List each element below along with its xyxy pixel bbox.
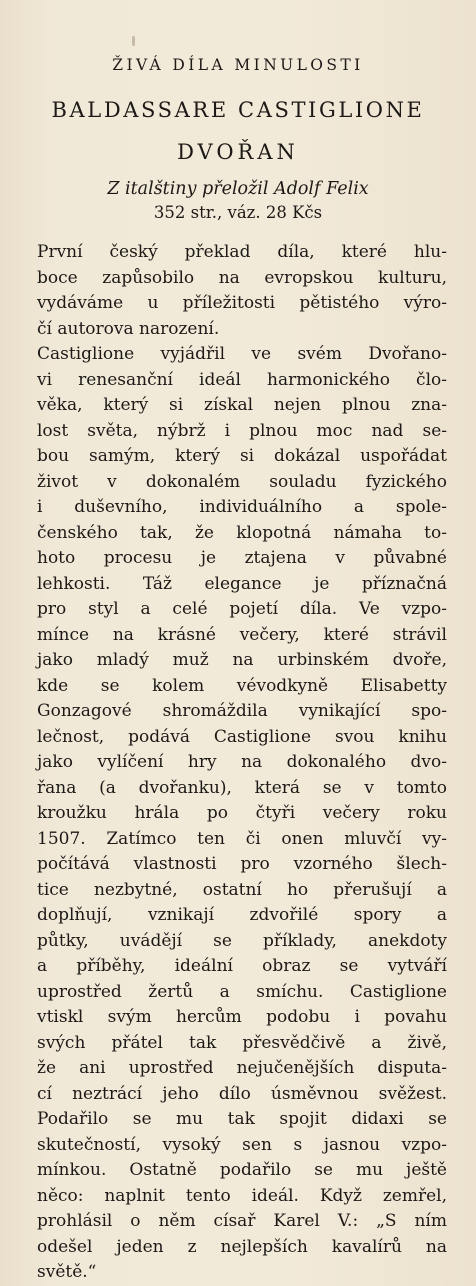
text-line: lečnost, podává Castiglione svou knihu	[37, 726, 447, 747]
text-line: čí autorova narození.	[37, 318, 220, 339]
text-line: vtiskl svým hercům podobu i povahu	[37, 1007, 447, 1027]
text-line: prohlásil o něm císař Karel V.: „S ním	[37, 1211, 447, 1231]
text-line: počítává vlastnosti pro vzorného šlech-	[37, 854, 447, 874]
text-line: 1507. Zatímco ten či onen mluvčí vy-	[37, 828, 447, 849]
text-line: že ani uprostřed nejučenějších disputa-	[37, 1058, 447, 1078]
text-line: čenského tak, že klopotná námaha to-	[37, 522, 447, 543]
text-line: půtky, uvádějí se příklady, anekdoty	[37, 930, 447, 951]
text-line: vydáváme u příležitosti pětistého výro-	[37, 293, 447, 313]
text-line: kde se kolem vévodkyně Elisabetty	[37, 675, 447, 696]
text-line: kroužku hrála po čtyři večery roku	[37, 803, 447, 823]
publication-info: 352 str., váz. 28 Kčs	[153, 203, 323, 222]
text-line: světě.“	[37, 1262, 97, 1282]
text-line: i duševního, individuálního a spole-	[37, 497, 447, 517]
text-line: Castiglione vyjádřil ve svém Dvořano-	[37, 344, 447, 364]
text-line: Gonzagové shromáždila vynikající spo-	[37, 701, 447, 721]
text-line: něco: naplnit tento ideál. Když zemřel,	[37, 1185, 447, 1206]
text-line: řana (a dvořanku), která se v tomto	[37, 777, 447, 798]
text-line: a příběhy, ideální obraz se vytváří	[37, 956, 447, 976]
text-line: cí neztrácí jeho dílo úsměvnou svěžest.	[37, 1083, 447, 1104]
text-line: mínkou. Ostatně podařilo se mu ještě	[37, 1160, 447, 1180]
text-line: odešel jeden z nejlepších kavalírů na	[37, 1236, 447, 1257]
text-line: jako vylíčení hry na dokonalého dvo-	[37, 752, 447, 772]
text-line: lehkosti. Táž elegance je příznačná	[37, 573, 447, 594]
text-line: boce zapůsobilo na evropskou kulturu,	[37, 267, 447, 288]
book-title: DVOŘAN	[177, 140, 299, 164]
text-line: tice nezbytné, ostatní ho přerušují a	[37, 879, 447, 900]
text-line: věka, který si získal nejen plnou zna-	[37, 395, 447, 415]
text-line: vi renesanční ideál harmonického člo-	[37, 369, 447, 390]
book-author: BALDASSARE CASTIGLIONE	[51, 98, 425, 122]
text-line: život v dokonalém souladu fyzického	[37, 471, 447, 492]
text-line: pro styl a celé pojetí díla. Ve vzpo-	[37, 599, 447, 619]
text-line: mínce na krásné večery, které strávil	[37, 624, 447, 645]
text-line: skutečností, vysoký sen s jasnou vzpo-	[37, 1134, 447, 1155]
text-line: bou samým, který si dokázal uspořádat	[37, 446, 447, 466]
print-speck	[132, 36, 135, 46]
text-line: hoto procesu je ztajena v půvabné	[37, 548, 447, 568]
text-line: uprostřed žertů a smíchu. Castiglione	[37, 981, 447, 1002]
text-line: lost světa, nýbrž i plnou moc nad se-	[37, 420, 447, 441]
text-line: svých přátel tak přesvědčivě a živě,	[37, 1032, 447, 1053]
translator-credit: Z italštiny přeložil Adolf Felix	[107, 179, 369, 199]
text-line: Podařilo se mu tak spojit didaxi se	[37, 1109, 447, 1129]
series-heading: ŽIVÁ DÍLA MINULOSTI	[112, 56, 364, 74]
text-line: doplňují, vznikají zdvořilé spory a	[37, 905, 447, 925]
text-line: První český překlad díla, které hlu-	[37, 242, 447, 262]
text-line: jako mladý muž na urbinském dvoře,	[37, 650, 447, 670]
description-text	[37, 240, 447, 1286]
